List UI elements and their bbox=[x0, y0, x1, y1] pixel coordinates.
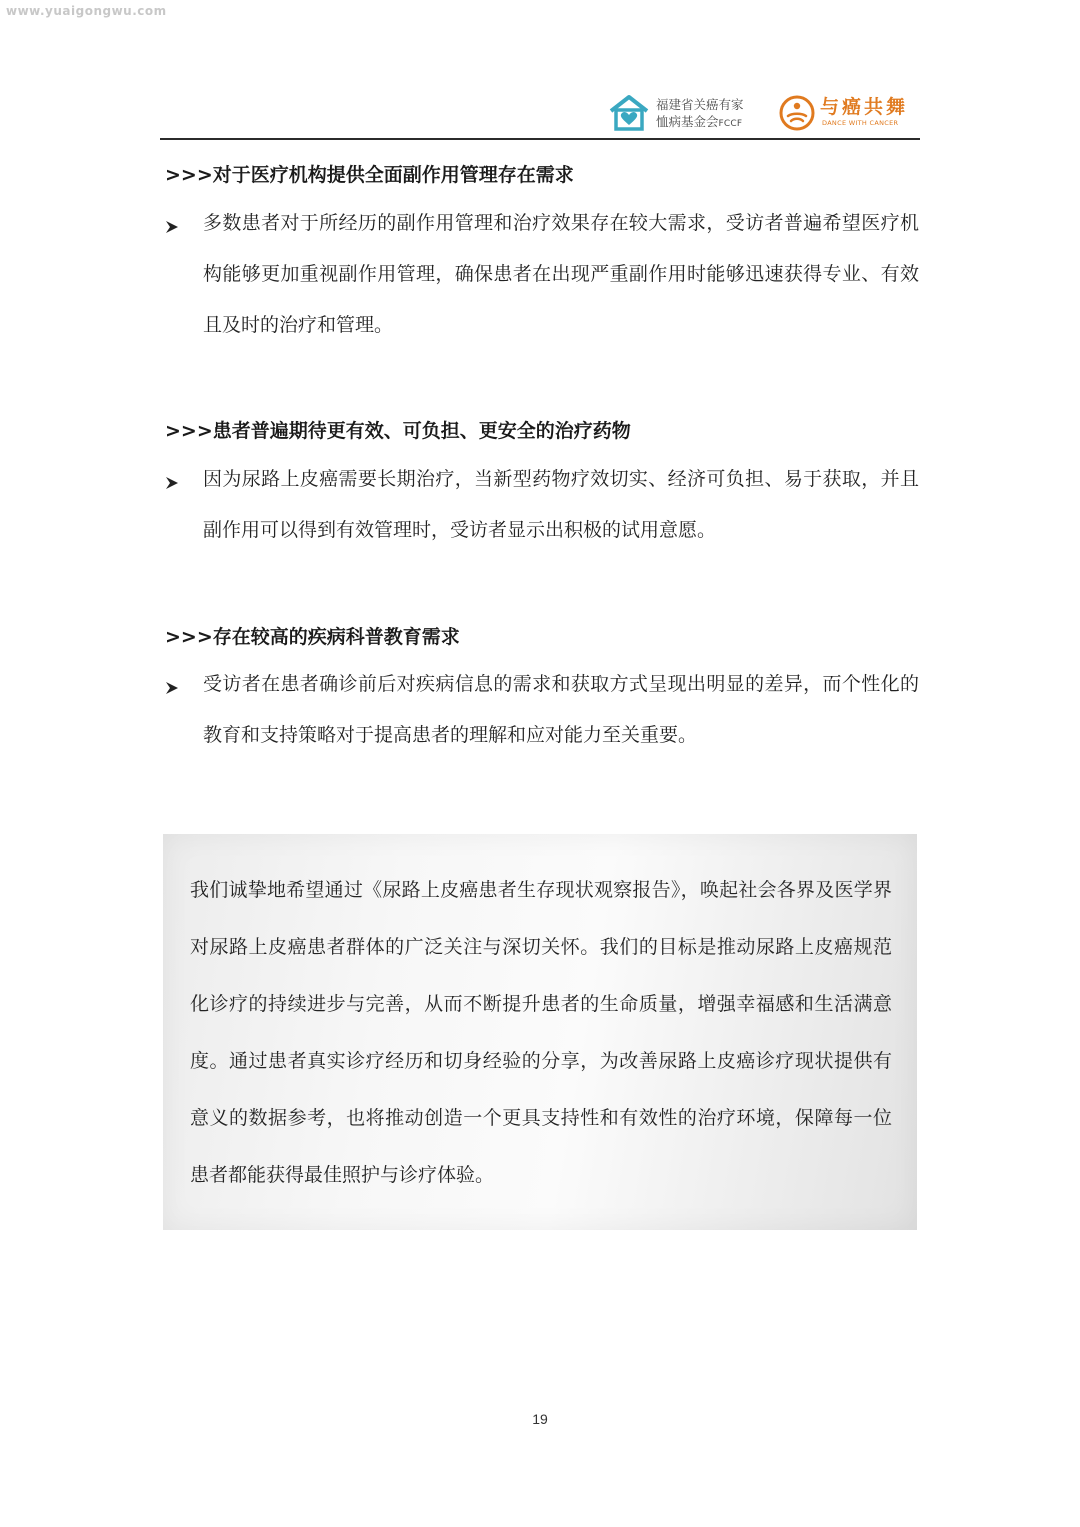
arrowhead-bullet-icon bbox=[165, 476, 179, 490]
closing-statement-text: 我们诚挚地希望通过《尿路上皮癌患者生存现状观察报告》，唤起社会各界及医学界对尿路上皮癌患者群体的广泛关注与深切关怀。我们的目标是推动尿路上皮癌规范化诊疗的持续进步与完善，从而不断提升患者的生命质量，增强幸福感和生活满意度。通过患者真实诊疗经历和切身经验的分享，为改善尿路上皮癌诊疗现状提供有意义的数据参考，也将推动创造一个更具支持性和有效性的治疗环境，保障每一位患者都能获得最佳照护与诊疗体验。 bbox=[190, 879, 892, 1186]
bullet-text: 多数患者对于所经历的副作用管理和治疗效果存在较大需求，受访者普遍希望医疗机构能够更加重视副作用管理，确保患者在出现严重副作用时能够迅速获得专业、有效且及时的治疗和管理。 bbox=[203, 212, 919, 336]
bullet-text: 因为尿路上皮癌需要长期治疗，当新型药物疗效切实、经济可负担、易于获取，并且副作用可以得到有效管理时，受访者显示出积极的试用意愿。 bbox=[203, 468, 919, 541]
watermark-text: www.yuaigongwu.com bbox=[6, 4, 167, 18]
bullet-text: 受访者在患者确诊前后对疾病信息的需求和获取方式呈现出明显的差异，而个性化的教育和支持策略对于提高患者的理解和应对能力至关重要。 bbox=[203, 673, 919, 746]
fccf-logo bbox=[608, 94, 756, 134]
dance-with-cancer-name-cn: 与癌共舞 bbox=[820, 96, 909, 118]
fccf-logo-line1: 福建省关癌有家 bbox=[656, 97, 744, 112]
fccf-logo-abbr: FCCF bbox=[718, 119, 743, 129]
section-heading-effective-drugs: >>>患者普遍期待更有效、可负担、更安全的治疗药物 bbox=[165, 420, 631, 442]
dance-with-cancer-name-en: DANCE WITH CANCER bbox=[822, 119, 899, 127]
dance-with-cancer-logo bbox=[778, 92, 918, 134]
arrowhead-bullet-icon bbox=[165, 220, 179, 234]
page-header bbox=[160, 86, 920, 140]
fccf-logo-text bbox=[656, 96, 744, 133]
bullet-item bbox=[165, 468, 925, 568]
fccf-logo-line2: 恤病基金会 bbox=[656, 114, 719, 129]
section-heading-education-needs: >>>存在较高的疾病科普教育需求 bbox=[165, 626, 460, 648]
bullet-item bbox=[165, 673, 925, 773]
section-heading-side-effect-management: >>>对于医疗机构提供全面副作用管理存在需求 bbox=[165, 164, 574, 186]
arrowhead-bullet-icon bbox=[165, 681, 179, 695]
dancing-figure-icon bbox=[778, 94, 816, 132]
bullet-item bbox=[165, 212, 925, 362]
page-number: 19 bbox=[532, 1411, 548, 1427]
closing-statement-box bbox=[163, 834, 917, 1230]
house-heart-icon bbox=[608, 94, 650, 132]
